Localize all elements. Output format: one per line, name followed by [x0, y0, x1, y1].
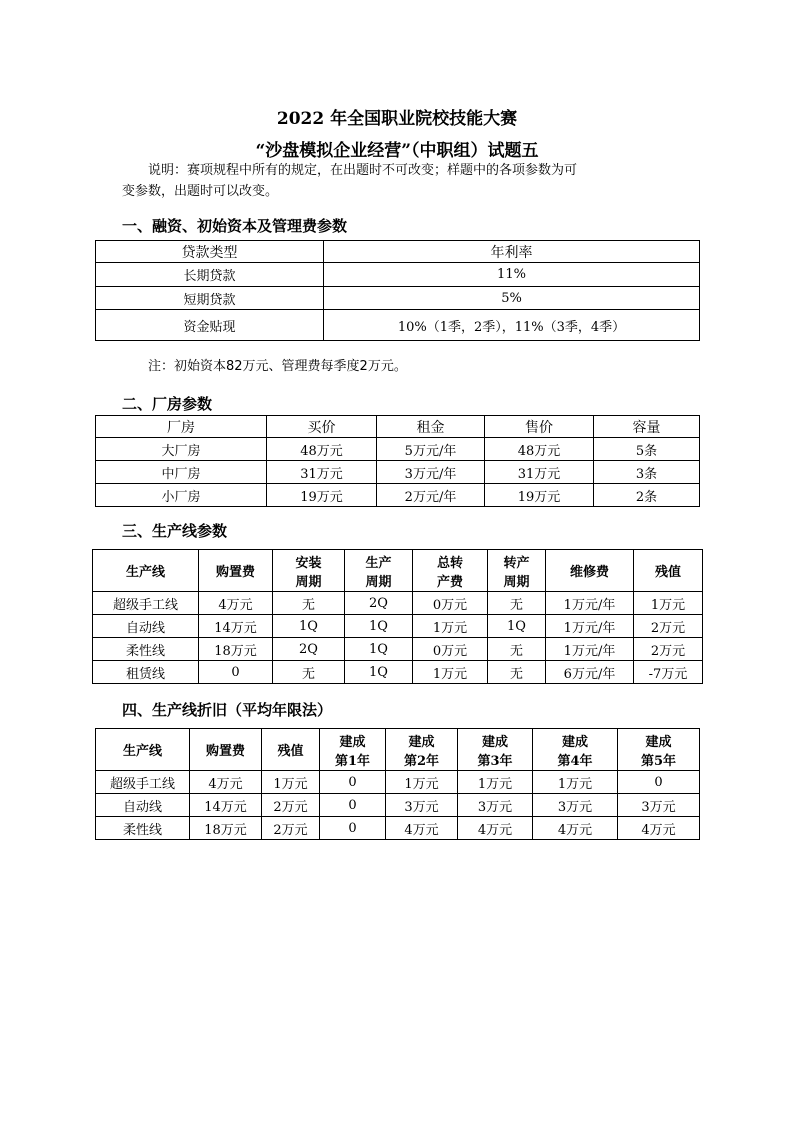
cell: 无: [273, 661, 345, 684]
cell: 6万元/年: [546, 661, 634, 684]
doc-title-line2: “沙盘模拟企业经营”（中职组）试题五: [255, 141, 539, 161]
cell: 4万元: [190, 771, 262, 794]
col-header: [458, 729, 533, 771]
cell: 2万元: [262, 817, 320, 840]
cell: 18万元: [199, 638, 273, 661]
table-header-row: [93, 550, 703, 592]
cell: 4万元: [533, 817, 618, 840]
cell: 3万元/年: [377, 461, 485, 484]
header-line: 第5年: [640, 753, 677, 769]
intro-line1: 说明：赛项规程中所有的规定，在出题时不可改变；样题中的各项参数为可: [148, 163, 578, 178]
table-header-row: [96, 241, 700, 263]
col-header: 售价: [485, 416, 594, 438]
col-header: 维修费: [546, 550, 634, 592]
header-line: 总转: [436, 555, 463, 571]
cell: 4万元: [386, 817, 458, 840]
cell: 超级手工线: [96, 771, 190, 794]
cell: 自动线: [96, 794, 190, 817]
cell: 0: [320, 817, 386, 840]
col-header: 容量: [594, 416, 700, 438]
header-line: 周期: [365, 574, 392, 590]
loan-table: [95, 240, 700, 341]
cell: 大厂房: [96, 438, 267, 461]
cell: 3万元: [618, 794, 700, 817]
cell: 2条: [594, 484, 700, 507]
cell: 4万元: [199, 592, 273, 615]
cell: 无: [488, 638, 546, 661]
cell: 4万元: [618, 817, 700, 840]
col-header: 厂房: [96, 416, 267, 438]
col-header: [413, 550, 488, 592]
intro-line2: 变参数，出题时可以改变。: [122, 184, 279, 199]
table-row: [96, 817, 700, 840]
cell: 1万元: [262, 771, 320, 794]
cell: 中厂房: [96, 461, 267, 484]
cell: 柔性线: [96, 817, 190, 840]
header-line: 建成: [481, 734, 508, 750]
table-row: [93, 638, 703, 661]
section1-heading: 一、融资、初始资本及管理费参数: [122, 217, 348, 235]
table-row: [96, 310, 700, 341]
cell: 3条: [594, 461, 700, 484]
cell: 2万元/年: [377, 484, 485, 507]
cell: 租赁线: [93, 661, 199, 684]
header-line: 第1年: [334, 753, 371, 769]
cell: 1万元: [533, 771, 618, 794]
table-row: [96, 287, 700, 310]
table-row: [96, 461, 700, 484]
table-row: [96, 794, 700, 817]
cell: 31万元: [485, 461, 594, 484]
col-header: [320, 729, 386, 771]
header-line: 建成: [339, 734, 366, 750]
table-row: [96, 438, 700, 461]
cell: 短期贷款: [96, 287, 324, 310]
doc-title-line1: 2022 年全国职业院校技能大赛: [276, 109, 518, 129]
cell: 1万元/年: [546, 615, 634, 638]
cell: 5%: [324, 287, 700, 310]
cell: 14万元: [190, 794, 262, 817]
cell: 11%: [324, 263, 700, 287]
col-header: 残值: [634, 550, 703, 592]
cell: 1Q: [345, 638, 413, 661]
table-row: [93, 592, 703, 615]
depreciation-table: [95, 728, 700, 840]
header-line: 建成: [408, 734, 435, 750]
cell: 10%（1季，2季），11%（3季，4季）: [324, 310, 700, 341]
cell: 超级手工线: [93, 592, 199, 615]
cell: 48万元: [485, 438, 594, 461]
cell: 1Q: [273, 615, 345, 638]
table-row: [93, 615, 703, 638]
cell: 48万元: [267, 438, 377, 461]
table-row: [93, 661, 703, 684]
cell: 2Q: [273, 638, 345, 661]
cell: 0: [320, 771, 386, 794]
cell: 资金贴现: [96, 310, 324, 341]
col-header: [533, 729, 618, 771]
col-header: 租金: [377, 416, 485, 438]
table-header-row: [96, 416, 700, 438]
cell: 14万元: [199, 615, 273, 638]
cell: 柔性线: [93, 638, 199, 661]
cell: 1万元: [386, 771, 458, 794]
header-line: 转产: [503, 555, 530, 571]
cell: 5条: [594, 438, 700, 461]
col-header: 购置费: [199, 550, 273, 592]
cell: 3万元: [458, 794, 533, 817]
col-header: [273, 550, 345, 592]
col-header: 生产线: [96, 729, 190, 771]
col-header: [488, 550, 546, 592]
cell: 5万元/年: [377, 438, 485, 461]
table-row: [96, 263, 700, 287]
cell: -7万元: [634, 661, 703, 684]
cell: 18万元: [190, 817, 262, 840]
table-row: [96, 484, 700, 507]
cell: 2万元: [634, 638, 703, 661]
header-line: 周期: [503, 574, 530, 590]
cell: 无: [488, 592, 546, 615]
col-header: 残值: [262, 729, 320, 771]
header-line: 第4年: [557, 753, 593, 769]
header-line: 产费: [436, 574, 463, 590]
cell: 19万元: [267, 484, 377, 507]
cell: 1万元/年: [546, 592, 634, 615]
cell: 3万元: [386, 794, 458, 817]
cell: 4万元: [458, 817, 533, 840]
section4-heading: 四、生产线折旧（平均年限法）: [122, 701, 333, 719]
header-line: 建成: [645, 734, 672, 750]
cell: 1万元: [634, 592, 703, 615]
cell: 1Q: [345, 661, 413, 684]
cell: 1万元: [413, 615, 488, 638]
header-line: 建成: [561, 734, 588, 750]
cell: 1万元: [458, 771, 533, 794]
col-header: [345, 550, 413, 592]
header-line: 第3年: [477, 753, 513, 769]
col-header: 购置费: [190, 729, 262, 771]
header-line: 生产: [365, 555, 392, 571]
section3-heading: 三、生产线参数: [122, 522, 228, 540]
cell: 0万元: [413, 638, 488, 661]
section2-heading: 二、厂房参数: [122, 395, 213, 413]
cell: 2万元: [634, 615, 703, 638]
col-header: 买价: [267, 416, 377, 438]
header-line: 安装: [295, 555, 322, 571]
factory-table: [95, 415, 700, 507]
cell: 2Q: [345, 592, 413, 615]
table-header-row: [96, 729, 700, 771]
col-header: [618, 729, 700, 771]
production-line-table: [92, 549, 703, 684]
header-line: 周期: [295, 574, 322, 590]
cell: 无: [273, 592, 345, 615]
cell: 0: [618, 771, 700, 794]
col-header: 年利率: [324, 241, 700, 263]
cell: 自动线: [93, 615, 199, 638]
col-header: 贷款类型: [96, 241, 324, 263]
cell: 2万元: [262, 794, 320, 817]
cell: 1Q: [345, 615, 413, 638]
table-row: [96, 771, 700, 794]
cell: 0万元: [413, 592, 488, 615]
col-header: [386, 729, 458, 771]
cell: 长期贷款: [96, 263, 324, 287]
cell: 3万元: [533, 794, 618, 817]
cell: 31万元: [267, 461, 377, 484]
header-line: 第2年: [403, 753, 440, 769]
cell: 1万元: [413, 661, 488, 684]
cell: 0: [320, 794, 386, 817]
cell: 1万元/年: [546, 638, 634, 661]
cell: 0: [199, 661, 273, 684]
cell: 1Q: [488, 615, 546, 638]
capital-note: 注：初始资本82万元、管理费每季度2万元。: [148, 359, 407, 374]
cell: 无: [488, 661, 546, 684]
col-header: 生产线: [93, 550, 199, 592]
cell: 19万元: [485, 484, 594, 507]
cell: 小厂房: [96, 484, 267, 507]
